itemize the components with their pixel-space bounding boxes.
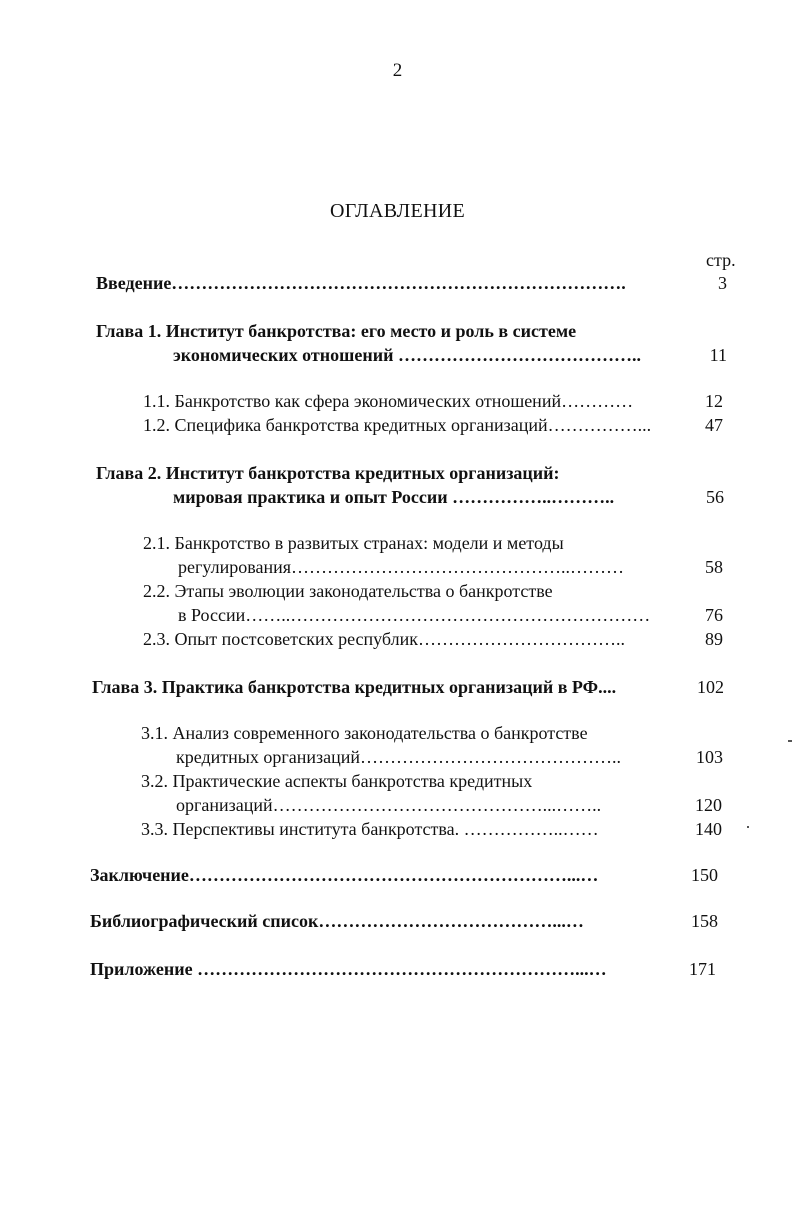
toc-entry-label: 3.2. Практические аспекты банкротства кредитных [141,771,533,791]
toc-entry-page: 3 [718,273,727,293]
toc-entry-label: Глава 2. Институт банкротства кредитных организаций: [96,463,560,483]
toc-entry-label: 3.3. Перспективы института банкротства. ……………..…… [141,819,599,839]
toc-entry-label: Библиографический список…………………………………...… [90,911,584,931]
toc-entry-page: 89 [705,629,723,649]
toc-entry-label: Приложение ………………………………………………………...… [90,959,607,979]
toc-entry-page: 102 [697,677,724,697]
scan-speck [788,740,792,742]
toc-entry-label: 2.3. Опыт постсоветских республик…………………………….. [143,629,625,649]
toc-entry-page: 58 [705,557,723,577]
toc-entry-label-continued: организаций………………………………………...…….. [176,795,602,815]
toc-entry-label: Заключение………………………………………………………...… [90,865,599,885]
toc-entry-page: 47 [705,415,723,435]
toc-entry-page: 158 [691,911,718,931]
toc-entry-label: 1.1. Банкротство как сфера экономических отношений………… [143,391,634,411]
toc-entry-page: 12 [705,391,723,411]
toc-entry-label: 1.2. Специфика банкротства кредитных организаций……………... [143,415,652,435]
toc-entry-label: Введение…………………………………………………………………. [96,273,626,293]
toc-entry-label: Глава 3. Практика банкротства кредитных организаций в РФ.... [92,677,617,697]
toc-entry-label-continued: экономических отношений ………………………………….. [173,345,641,365]
page-number: 2 [392,60,403,81]
toc-entry-page: 171 [689,959,716,979]
toc-entry-page: 11 [709,345,727,365]
scan-speck [747,826,749,828]
toc-entry-page: 150 [691,865,718,885]
toc-entry-page: 56 [706,487,724,507]
toc-entry-label-continued: мировая практика и опыт России ……………..……….. [173,487,615,507]
toc-entry-page: 140 [695,819,722,839]
toc-title: ОГЛАВЛЕНИЕ [330,200,465,222]
toc-entry-label: 3.1. Анализ современного законодательства о банкротстве [141,723,588,743]
toc-entry-label-continued: в России……..…………………………………………………… [178,605,651,625]
page-column-label: стр. [706,250,736,270]
toc-entry-label: 2.1. Банкротство в развитых странах: модели и методы [143,533,564,553]
toc-entry-page: 103 [696,747,723,767]
toc-entry-label: 2.2. Этапы эволюции законодательства о банкротстве [143,581,553,601]
toc-entry-page: 76 [705,605,723,625]
toc-entry-label-continued: кредитных организаций…………………………………….. [176,747,622,767]
toc-entry-page: 120 [695,795,722,815]
toc-entry-label: Глава 1. Институт банкротства: его место и роль в системе [96,321,577,341]
toc-entry-label-continued: регулирования………………………………………..……… [178,557,624,577]
